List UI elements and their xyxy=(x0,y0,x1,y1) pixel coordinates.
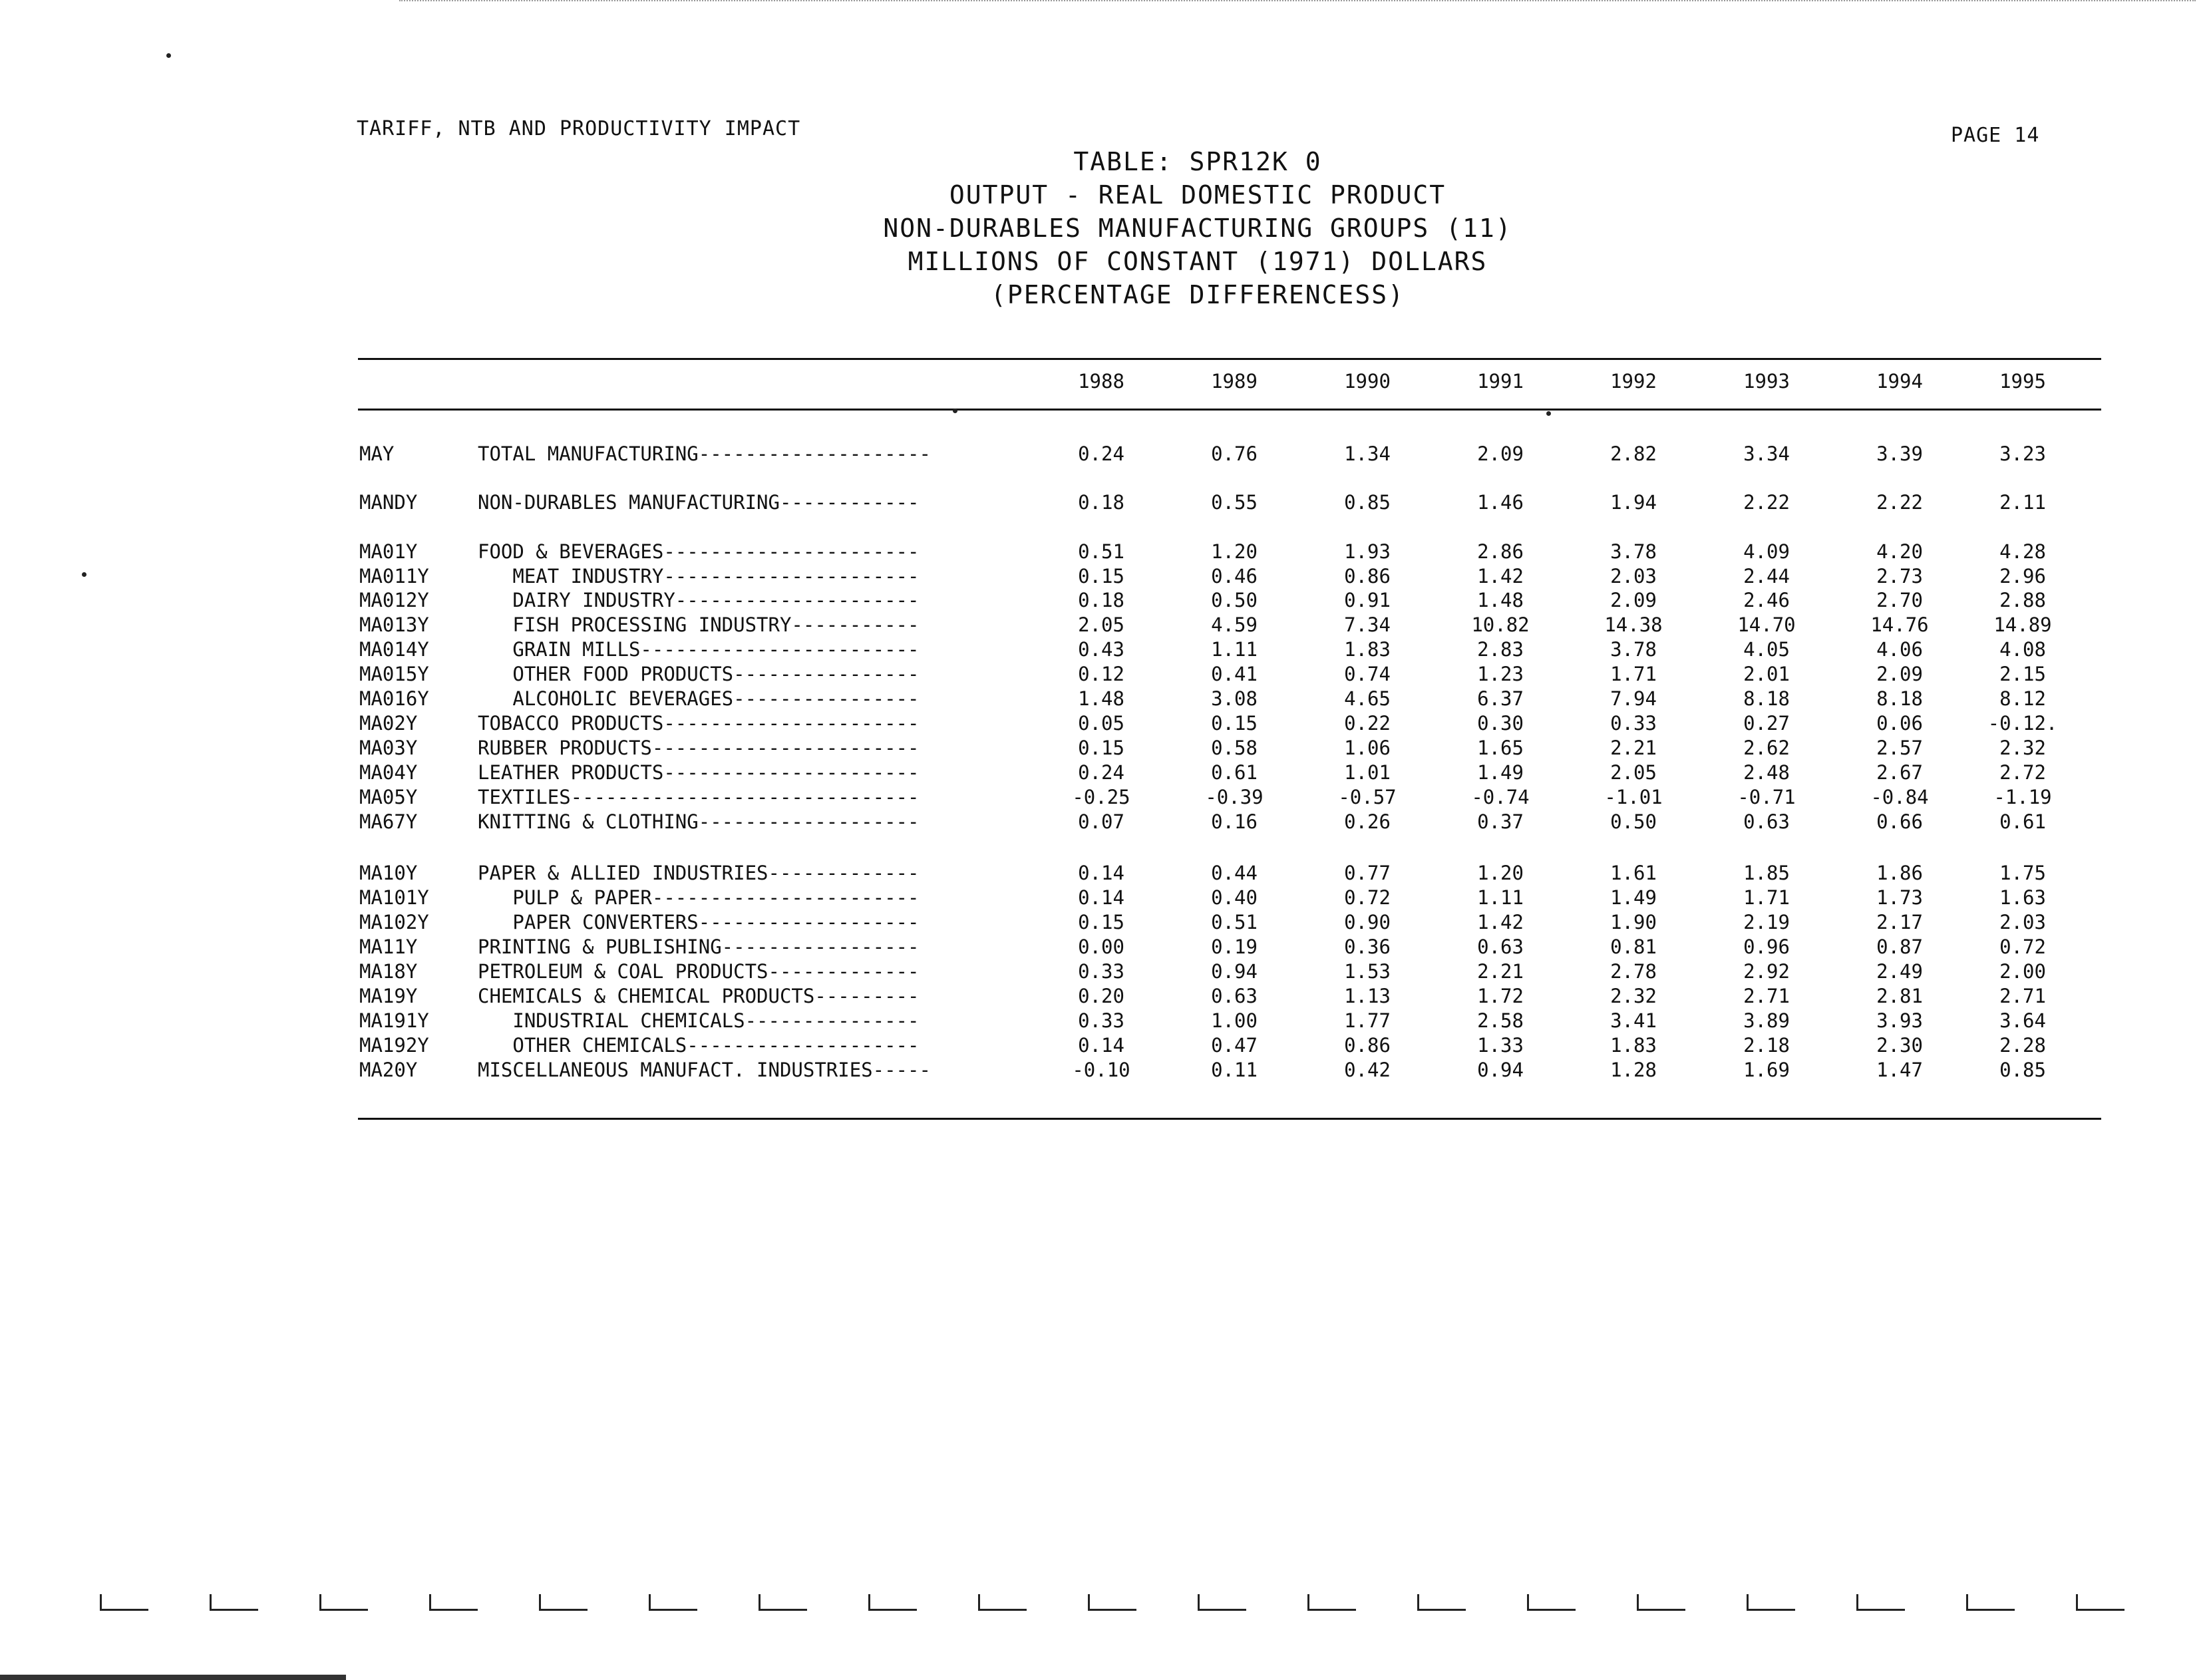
row-code: MA19Y xyxy=(359,985,418,1007)
row-label: FOOD & BEVERAGES---------------------- xyxy=(478,540,920,563)
value-cell: 4.09 xyxy=(1743,540,1790,563)
value-cell: -0.57 xyxy=(1338,786,1397,808)
row-label: OTHER FOOD PRODUCTS---------------- xyxy=(478,663,920,685)
value-cell: 0.36 xyxy=(1344,935,1391,958)
table-units: MILLIONS OF CONSTANT (1971) DOLLARS xyxy=(908,247,1488,276)
value-cell: 3.41 xyxy=(1610,1009,1657,1032)
value-cell: 1.53 xyxy=(1344,960,1391,983)
value-cell: 0.76 xyxy=(1211,442,1258,465)
value-cell: 3.34 xyxy=(1743,442,1790,465)
value-cell: 8.18 xyxy=(1743,687,1790,710)
row-label: TEXTILES------------------------------ xyxy=(478,786,920,808)
value-cell: 2.11 xyxy=(1999,491,2046,514)
value-cell: 0.24 xyxy=(1078,761,1124,784)
scan-speck xyxy=(1546,411,1551,416)
value-cell: 1.49 xyxy=(1610,886,1657,909)
value-cell: 1.06 xyxy=(1344,737,1391,759)
year-header-cell: 1992 xyxy=(1610,370,1657,393)
value-cell: 0.63 xyxy=(1211,985,1258,1007)
value-cell: 0.50 xyxy=(1211,589,1258,611)
year-header-cell: 1993 xyxy=(1743,370,1790,393)
film-frame-mark xyxy=(1088,1594,1136,1611)
film-frame-mark xyxy=(649,1594,697,1611)
row-label: PETROLEUM & COAL PRODUCTS------------- xyxy=(478,960,920,983)
film-frame-mark xyxy=(1856,1594,1905,1611)
row-label: GRAIN MILLS------------------------ xyxy=(478,638,920,661)
value-cell: 14.76 xyxy=(1870,613,1929,636)
value-cell: 2.82 xyxy=(1610,442,1657,465)
row-code: MA014Y xyxy=(359,638,429,661)
value-cell: 0.96 xyxy=(1743,935,1790,958)
value-cell: 0.11 xyxy=(1211,1059,1258,1081)
row-code: MA02Y xyxy=(359,712,418,735)
value-cell: 3.78 xyxy=(1610,540,1657,563)
film-frame-mark xyxy=(210,1594,258,1611)
value-cell: 2.71 xyxy=(1999,985,2046,1007)
value-cell: 2.67 xyxy=(1876,761,1923,784)
value-cell: 4.65 xyxy=(1344,687,1391,710)
value-cell: 0.33 xyxy=(1078,1009,1124,1032)
table-subject: OUTPUT - REAL DOMESTIC PRODUCT xyxy=(949,180,1446,210)
value-cell: 2.81 xyxy=(1876,985,1923,1007)
value-cell: 0.51 xyxy=(1078,540,1124,563)
row-code: MA10Y xyxy=(359,862,418,884)
value-cell: 2.49 xyxy=(1876,960,1923,983)
value-cell: -0.39 xyxy=(1205,786,1264,808)
value-cell: 0.72 xyxy=(1344,886,1391,909)
year-header-cell: 1988 xyxy=(1078,370,1124,393)
value-cell: 1.48 xyxy=(1078,687,1124,710)
film-frame-mark xyxy=(1307,1594,1356,1611)
table-title-block xyxy=(772,145,1623,311)
value-cell: 0.86 xyxy=(1344,565,1391,588)
value-cell: 0.43 xyxy=(1078,638,1124,661)
value-cell: -1.19 xyxy=(1993,786,2052,808)
value-cell: 2.15 xyxy=(1999,663,2046,685)
film-frame-mark xyxy=(100,1594,148,1611)
value-cell: 0.37 xyxy=(1477,810,1524,833)
row-code: MA102Y xyxy=(359,911,429,933)
value-cell: 0.30 xyxy=(1477,712,1524,735)
row-code: MA05Y xyxy=(359,786,418,808)
page-number: PAGE 14 xyxy=(1951,124,2040,147)
row-label: RUBBER PRODUCTS----------------------- xyxy=(478,737,920,759)
value-cell: 0.44 xyxy=(1211,862,1258,884)
value-cell: 1.83 xyxy=(1610,1034,1657,1057)
value-cell: 0.58 xyxy=(1211,737,1258,759)
value-cell: 2.19 xyxy=(1743,911,1790,933)
row-code: MAY xyxy=(359,442,395,465)
value-cell: 0.85 xyxy=(1344,491,1391,514)
value-cell: 2.71 xyxy=(1743,985,1790,1007)
value-cell: 0.86 xyxy=(1344,1034,1391,1057)
row-code: MA101Y xyxy=(359,886,429,909)
value-cell: 1.71 xyxy=(1743,886,1790,909)
value-cell: 0.16 xyxy=(1211,810,1258,833)
value-cell: -0.25 xyxy=(1072,786,1130,808)
value-cell: 4.59 xyxy=(1211,613,1258,636)
value-cell: 0.91 xyxy=(1344,589,1391,611)
value-cell: 1.28 xyxy=(1610,1059,1657,1081)
row-code: MA013Y xyxy=(359,613,429,636)
value-cell: -0.84 xyxy=(1870,786,1929,808)
value-cell: 8.18 xyxy=(1876,687,1923,710)
value-cell: 0.26 xyxy=(1344,810,1391,833)
value-cell: 14.38 xyxy=(1604,613,1663,636)
value-cell: 0.74 xyxy=(1344,663,1391,685)
row-label: PAPER & ALLIED INDUSTRIES------------- xyxy=(478,862,920,884)
row-label: NON-DURABLES MANUFACTURING------------ xyxy=(478,491,920,514)
value-cell: 2.62 xyxy=(1743,737,1790,759)
value-cell: 2.88 xyxy=(1999,589,2046,611)
value-cell: 1.13 xyxy=(1344,985,1391,1007)
value-cell: 1.65 xyxy=(1477,737,1524,759)
row-label: OTHER CHEMICALS-------------------- xyxy=(478,1034,920,1057)
row-code: MANDY xyxy=(359,491,418,514)
value-cell: 2.92 xyxy=(1743,960,1790,983)
value-cell: 1.49 xyxy=(1477,761,1524,784)
value-cell: 2.09 xyxy=(1876,663,1923,685)
value-cell: 2.05 xyxy=(1610,761,1657,784)
value-cell: 2.46 xyxy=(1743,589,1790,611)
value-cell: -0.71 xyxy=(1737,786,1796,808)
value-cell: 4.08 xyxy=(1999,638,2046,661)
row-label: LEATHER PRODUCTS---------------------- xyxy=(478,761,920,784)
row-label: INDUSTRIAL CHEMICALS--------------- xyxy=(478,1009,920,1032)
row-label: MISCELLANEOUS MANUFACT. INDUSTRIES----- xyxy=(478,1059,931,1081)
value-cell: 0.15 xyxy=(1078,911,1124,933)
row-label: TOBACCO PRODUCTS---------------------- xyxy=(478,712,920,735)
year-header-cell: 1990 xyxy=(1344,370,1391,393)
value-cell: 2.96 xyxy=(1999,565,2046,588)
value-cell: 2.48 xyxy=(1743,761,1790,784)
value-cell: 1.94 xyxy=(1610,491,1657,514)
row-code: MA016Y xyxy=(359,687,429,710)
row-code: MA015Y xyxy=(359,663,429,685)
value-cell: 2.22 xyxy=(1743,491,1790,514)
value-cell: 1.34 xyxy=(1344,442,1391,465)
film-frame-mark xyxy=(2076,1594,2124,1611)
value-cell: 1.20 xyxy=(1477,862,1524,884)
scan-top-edge xyxy=(399,0,2196,5)
header-rule xyxy=(358,409,2101,411)
value-cell: 0.55 xyxy=(1211,491,1258,514)
value-cell: 0.33 xyxy=(1610,712,1657,735)
value-cell: 4.20 xyxy=(1876,540,1923,563)
scan-bottom-edge xyxy=(0,1675,346,1680)
value-cell: 1.46 xyxy=(1477,491,1524,514)
value-cell: 1.73 xyxy=(1876,886,1923,909)
row-code: MA03Y xyxy=(359,737,418,759)
year-header-cell: 1989 xyxy=(1211,370,1258,393)
value-cell: 0.42 xyxy=(1344,1059,1391,1081)
scan-speck xyxy=(953,409,957,413)
value-cell: 0.22 xyxy=(1344,712,1391,735)
value-cell: 0.61 xyxy=(1999,810,2046,833)
film-frame-mark xyxy=(319,1594,368,1611)
value-cell: -1.01 xyxy=(1604,786,1663,808)
value-cell: 0.94 xyxy=(1477,1059,1524,1081)
value-cell: 0.72 xyxy=(1999,935,2046,958)
value-cell: 2.58 xyxy=(1477,1009,1524,1032)
year-header-cell: 1991 xyxy=(1477,370,1524,393)
top-rule xyxy=(358,358,2101,360)
value-cell: 2.01 xyxy=(1743,663,1790,685)
value-cell: 0.85 xyxy=(1999,1059,2046,1081)
value-cell: 4.28 xyxy=(1999,540,2046,563)
value-cell: 0.46 xyxy=(1211,565,1258,588)
value-cell: 6.37 xyxy=(1477,687,1524,710)
row-code: MA20Y xyxy=(359,1059,418,1081)
value-cell: 1.42 xyxy=(1477,911,1524,933)
row-code: MA01Y xyxy=(359,540,418,563)
value-cell: 1.75 xyxy=(1999,862,2046,884)
value-cell: 0.87 xyxy=(1876,935,1923,958)
value-cell: 1.85 xyxy=(1743,862,1790,884)
value-cell: 0.61 xyxy=(1211,761,1258,784)
value-cell: 0.20 xyxy=(1078,985,1124,1007)
value-cell: 3.64 xyxy=(1999,1009,2046,1032)
value-cell: 0.66 xyxy=(1876,810,1923,833)
value-cell: 2.17 xyxy=(1876,911,1923,933)
report-header: TARIFF, NTB AND PRODUCTIVITY IMPACT xyxy=(357,117,801,140)
value-cell: 1.83 xyxy=(1344,638,1391,661)
value-cell: 2.03 xyxy=(1999,911,2046,933)
value-cell: 0.77 xyxy=(1344,862,1391,884)
value-cell: 2.00 xyxy=(1999,960,2046,983)
row-code: MA18Y xyxy=(359,960,418,983)
row-label: CHEMICALS & CHEMICAL PRODUCTS--------- xyxy=(478,985,920,1007)
value-cell: 0.24 xyxy=(1078,442,1124,465)
row-code: MA012Y xyxy=(359,589,429,611)
value-cell: 2.28 xyxy=(1999,1034,2046,1057)
value-cell: 1.11 xyxy=(1477,886,1524,909)
value-cell: 2.22 xyxy=(1876,491,1923,514)
value-cell: 0.15 xyxy=(1078,737,1124,759)
value-cell: 0.15 xyxy=(1078,565,1124,588)
value-cell: 3.93 xyxy=(1876,1009,1923,1032)
value-cell: 2.57 xyxy=(1876,737,1923,759)
value-cell: 0.27 xyxy=(1743,712,1790,735)
value-cell: 0.81 xyxy=(1610,935,1657,958)
value-cell: 3.78 xyxy=(1610,638,1657,661)
value-cell: 2.09 xyxy=(1610,589,1657,611)
value-cell: 0.47 xyxy=(1211,1034,1258,1057)
value-cell: 1.61 xyxy=(1610,862,1657,884)
value-cell: 1.69 xyxy=(1743,1059,1790,1081)
film-frame-mark xyxy=(1417,1594,1466,1611)
film-frame-mark xyxy=(1637,1594,1685,1611)
value-cell: 1.11 xyxy=(1211,638,1258,661)
value-cell: -0.74 xyxy=(1471,786,1530,808)
value-cell: 4.05 xyxy=(1743,638,1790,661)
value-cell: 3.89 xyxy=(1743,1009,1790,1032)
value-cell: 2.44 xyxy=(1743,565,1790,588)
value-cell: 1.42 xyxy=(1477,565,1524,588)
value-cell: 1.20 xyxy=(1211,540,1258,563)
value-cell: 1.01 xyxy=(1344,761,1391,784)
row-code: MA04Y xyxy=(359,761,418,784)
value-cell: 0.05 xyxy=(1078,712,1124,735)
value-cell: 2.73 xyxy=(1876,565,1923,588)
value-cell: 14.70 xyxy=(1737,613,1796,636)
value-cell: 2.30 xyxy=(1876,1034,1923,1057)
table-id: TABLE: SPR12K 0 xyxy=(1073,147,1322,176)
value-cell: 0.94 xyxy=(1211,960,1258,983)
row-label: TOTAL MANUFACTURING-------------------- xyxy=(478,442,931,465)
value-cell: 0.40 xyxy=(1211,886,1258,909)
value-cell: 8.12 xyxy=(1999,687,2046,710)
value-cell: 2.70 xyxy=(1876,589,1923,611)
value-cell: 1.48 xyxy=(1477,589,1524,611)
value-cell: 1.47 xyxy=(1876,1059,1923,1081)
value-cell: 2.05 xyxy=(1078,613,1124,636)
film-frame-mark xyxy=(1198,1594,1246,1611)
value-cell: 2.32 xyxy=(1999,737,2046,759)
value-cell: 2.32 xyxy=(1610,985,1657,1007)
value-cell: 1.71 xyxy=(1610,663,1657,685)
value-cell: 1.33 xyxy=(1477,1034,1524,1057)
value-cell: 2.78 xyxy=(1610,960,1657,983)
value-cell: 1.77 xyxy=(1344,1009,1391,1032)
value-cell: 0.15 xyxy=(1211,712,1258,735)
value-cell: 14.89 xyxy=(1993,613,2052,636)
value-cell: 1.00 xyxy=(1211,1009,1258,1032)
value-cell: 3.39 xyxy=(1876,442,1923,465)
row-code: MA67Y xyxy=(359,810,418,833)
year-header-cell: 1995 xyxy=(1999,370,2046,393)
value-cell: 0.14 xyxy=(1078,886,1124,909)
value-cell: 1.90 xyxy=(1610,911,1657,933)
value-cell: 2.72 xyxy=(1999,761,2046,784)
row-code: MA192Y xyxy=(359,1034,429,1057)
row-code: MA191Y xyxy=(359,1009,429,1032)
value-cell: -0.12. xyxy=(1987,712,2058,735)
value-cell: 10.82 xyxy=(1471,613,1530,636)
value-cell: 3.23 xyxy=(1999,442,2046,465)
row-label: PAPER CONVERTERS------------------- xyxy=(478,911,920,933)
value-cell: 1.63 xyxy=(1999,886,2046,909)
bottom-rule xyxy=(358,1118,2101,1120)
film-frame-mark xyxy=(1527,1594,1576,1611)
value-cell: 2.03 xyxy=(1610,565,1657,588)
year-header-cell: 1994 xyxy=(1876,370,1923,393)
row-label: KNITTING & CLOTHING------------------- xyxy=(478,810,920,833)
value-cell: 0.63 xyxy=(1743,810,1790,833)
value-cell: 1.23 xyxy=(1477,663,1524,685)
value-cell: -0.10 xyxy=(1072,1059,1130,1081)
value-cell: 0.18 xyxy=(1078,589,1124,611)
row-label: DAIRY INDUSTRY--------------------- xyxy=(478,589,920,611)
value-cell: 0.14 xyxy=(1078,862,1124,884)
film-frame-mark xyxy=(1966,1594,2015,1611)
value-cell: 7.34 xyxy=(1344,613,1391,636)
value-cell: 2.83 xyxy=(1477,638,1524,661)
scan-speck xyxy=(82,572,86,577)
value-cell: 7.94 xyxy=(1610,687,1657,710)
value-cell: 0.07 xyxy=(1078,810,1124,833)
row-label: ALCOHOLIC BEVERAGES---------------- xyxy=(478,687,920,710)
value-cell: 2.21 xyxy=(1610,737,1657,759)
value-cell: 0.51 xyxy=(1211,911,1258,933)
value-cell: 2.21 xyxy=(1477,960,1524,983)
value-cell: 1.86 xyxy=(1876,862,1923,884)
row-label: MEAT INDUSTRY---------------------- xyxy=(478,565,920,588)
row-code: MA11Y xyxy=(359,935,418,958)
value-cell: 0.19 xyxy=(1211,935,1258,958)
value-cell: 0.00 xyxy=(1078,935,1124,958)
film-frame-mark xyxy=(539,1594,588,1611)
row-label: PULP & PAPER----------------------- xyxy=(478,886,920,909)
value-cell: 0.33 xyxy=(1078,960,1124,983)
table-measure: (PERCENTAGE DIFFERENCESS) xyxy=(991,280,1405,309)
value-cell: 0.41 xyxy=(1211,663,1258,685)
value-cell: 2.09 xyxy=(1477,442,1524,465)
row-code: MA011Y xyxy=(359,565,429,588)
value-cell: 3.08 xyxy=(1211,687,1258,710)
value-cell: 0.14 xyxy=(1078,1034,1124,1057)
value-cell: 0.90 xyxy=(1344,911,1391,933)
row-label: FISH PROCESSING INDUSTRY----------- xyxy=(478,613,920,636)
value-cell: 0.50 xyxy=(1610,810,1657,833)
value-cell: 1.93 xyxy=(1344,540,1391,563)
value-cell: 0.06 xyxy=(1876,712,1923,735)
film-frame-mark xyxy=(759,1594,807,1611)
film-frame-mark xyxy=(1747,1594,1795,1611)
value-cell: 2.18 xyxy=(1743,1034,1790,1057)
row-label: PRINTING & PUBLISHING----------------- xyxy=(478,935,920,958)
value-cell: 0.18 xyxy=(1078,491,1124,514)
film-frame-mark xyxy=(868,1594,917,1611)
value-cell: 4.06 xyxy=(1876,638,1923,661)
value-cell: 1.72 xyxy=(1477,985,1524,1007)
value-cell: 0.12 xyxy=(1078,663,1124,685)
scan-speck xyxy=(166,53,171,58)
table-group: NON-DURABLES MANUFACTURING GROUPS (11) xyxy=(883,214,1512,243)
film-frame-mark xyxy=(429,1594,478,1611)
film-frame-mark xyxy=(978,1594,1027,1611)
value-cell: 0.63 xyxy=(1477,935,1524,958)
value-cell: 2.86 xyxy=(1477,540,1524,563)
